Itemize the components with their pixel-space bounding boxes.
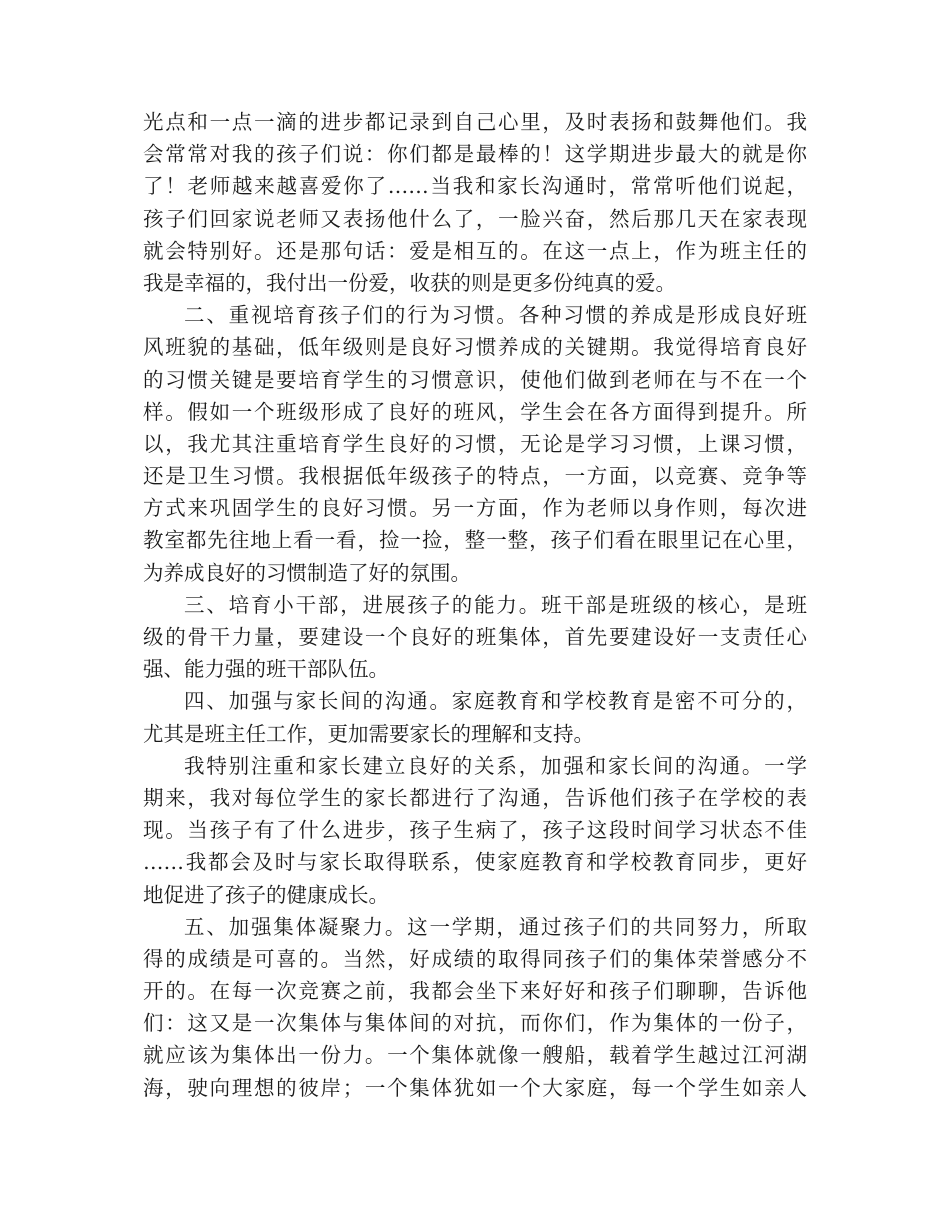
text-line: 以，我尤其注重培育学生良好的习惯，无论是学习习惯，上课习惯， xyxy=(143,431,807,456)
text-line: 教室都先往地上看一看，捡一捡，整一整，孩子们看在眼里记在心里， xyxy=(143,528,807,553)
text-line: 四、加强与家长间的沟通。家庭教育和学校教育是密不可分的， xyxy=(184,689,807,714)
text-line: 为养成良好的习惯制造了好的氛围。 xyxy=(143,560,471,585)
text-line: 级的骨干力量，要建设一个良好的班集体，首先要建设好一支责任心 xyxy=(143,625,807,649)
text-line: 三、培育小干部，进展孩子的能力。班干部是班级的核心，是班 xyxy=(184,592,807,617)
text-line: 样。假如一个班级形成了良好的班风，学生会在各方面得到提升。所 xyxy=(143,399,807,424)
text-line: 的习惯关键是要培育学生的习惯意识，使他们做到老师在与不在一个 xyxy=(143,367,807,392)
text-line: 了！老师越来越喜爱你了……当我和家长沟通时，常常听他们说起， xyxy=(143,174,807,199)
text-line: 期来，我对每位学生的家长都进行了沟通，告诉他们孩子在学校的表 xyxy=(143,785,807,810)
text-line: 方式来巩固学生的良好习惯。另一方面，作为老师以身作则，每次进 xyxy=(143,496,807,521)
text-line: 我是幸福的，我付出一份爱，收获的则是更多份纯真的爱。 xyxy=(143,270,676,295)
text-line: ……我都会及时与家长取得联系，使家庭教育和学校教育同步，更好 xyxy=(143,850,807,875)
text-line: 还是卫生习惯。我根据低年级孩子的特点，一方面，以竞赛、竞争等 xyxy=(143,464,807,489)
text-line: 孩子们回家说老师又表扬他什么了，一脸兴奋，然后那几天在家表现 xyxy=(143,206,807,231)
text-line: 们：这又是一次集体与集体间的对抗，而你们，作为集体的一份子， xyxy=(143,1011,807,1036)
text-line: 现。当孩子有了什么进步，孩子生病了，孩子这段时间学习状态不佳 xyxy=(143,818,807,843)
text-line: 地促进了孩子的健康成长。 xyxy=(143,882,389,907)
document-body xyxy=(143,106,807,1104)
text-line: 我特别注重和家长建立良好的关系，加强和家长间的沟通。一学 xyxy=(184,753,807,778)
text-line: 二、重视培育孩子们的行为习惯。各种习惯的养成是形成良好班 xyxy=(184,303,807,328)
text-line: 海，驶向理想的彼岸；一个集体犹如一个大家庭，每一个学生如亲人 xyxy=(143,1075,807,1100)
text-line: 五、加强集体凝聚力。这一学期，通过孩子们的共同努力，所取 xyxy=(184,914,807,939)
text-line: 就会特别好。还是那句话：爱是相互的。在这一点上，作为班主任的 xyxy=(143,238,807,263)
text-line: 开的。在每一次竞赛之前，我都会坐下来好好和孩子们聊聊，告诉他 xyxy=(143,979,807,1004)
text-line: 风班貌的基础，低年级则是良好习惯养成的关键期。我觉得培育良好 xyxy=(143,335,807,360)
text-line: 会常常对我的孩子们说：你们都是最棒的！这学期进步最大的就是你 xyxy=(143,142,807,167)
text-line: 强、能力强的班干部队伍。 xyxy=(143,657,389,682)
text-line: 得的成绩是可喜的。当然，好成绩的取得同孩子们的集体荣誉感分不 xyxy=(143,946,807,971)
text-line: 就应该为集体出一份力。一个集体就像一艘船，载着学生越过江河湖 xyxy=(143,1043,807,1068)
text-line: 光点和一点一滴的进步都记录到自己心里，及时表扬和鼓舞他们。我 xyxy=(143,110,807,134)
text-line: 尤其是班主任工作，更加需要家长的理解和支持。 xyxy=(143,721,594,746)
